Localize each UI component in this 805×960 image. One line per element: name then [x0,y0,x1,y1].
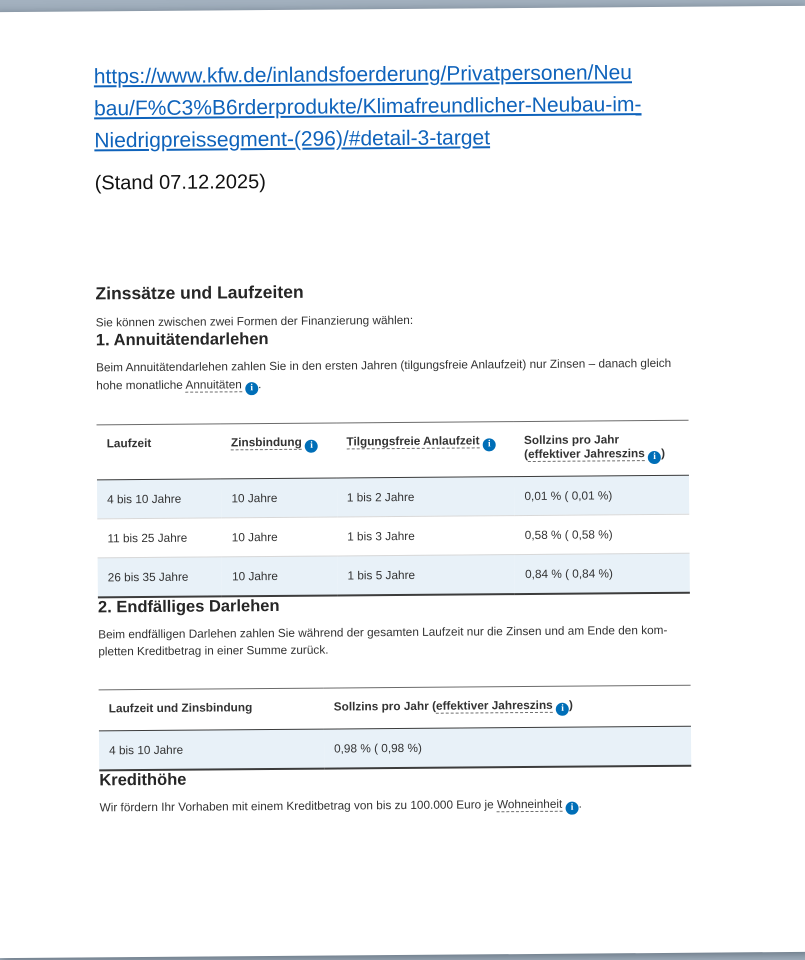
credit-description-period: . [578,796,582,811]
cell-anlaufzeit: 1 bis 3 Jahre [337,516,515,556]
table-header-row [97,420,689,480]
col-header-laufzeit [97,424,222,480]
document-page [0,6,805,958]
cell-sollzins: 0,58 % ( 0,58 %) [515,514,690,554]
cell-laufzeit: 4 bis 10 Jahre [109,742,184,758]
endfaellig-description: Beim endfälligen Darlehen zahlen Sie während der gesamten Laufzeit nur die Zinsen und am Ende den kompletten Kreditbetrag in einer Summe zurück. [98,622,668,659]
heading-endfaelliges-darlehen: 2. Endfälliges Darlehen [97,596,280,617]
cell-zinsbindung: 10 Jahre [222,517,338,557]
table-header-row [99,685,691,731]
cell-laufzeit: 11 bis 25 Jahre [97,518,222,558]
cell-sollzins: 0,98 % ( 0,98 %) [333,740,422,756]
col-header-sollzins [514,420,689,476]
cell-anlaufzeit: 1 bis 5 Jahre [337,555,515,596]
glossary-link-zinsbindung[interactable]: Zinsbindung [230,434,302,450]
col-header-sollzins-prefix: Sollzins pro Jahr ( [523,432,620,461]
col-header-sollzins-suffix: ) [568,697,573,712]
col-header-sollzins-prefix: Sollzins pro Jahr ( [333,698,437,714]
table-row [97,475,689,519]
info-icon[interactable]: i [483,438,496,451]
cell-zinsbindung: 10 Jahre [222,556,338,596]
endfaellig-rate-table [99,685,692,772]
source-url-link[interactable] [94,57,700,158]
glossary-link-anlaufzeit[interactable]: Tilgungsfreie Anlaufzeit [346,433,480,449]
cell-laufzeit: 26 bis 35 Jahre [98,557,223,597]
cell-anlaufzeit: 1 bis 2 Jahre [346,489,415,505]
table-row [97,514,689,558]
annuity-description-text: Beim Annuitätendarlehen zahlen Sie in den ersten Jahren (tilgungsfreie Anlaufzeit) nur Zinsen – danach gleich hohe monatliche [96,356,672,393]
date-note: (Stand 07.12.2025) [94,171,266,195]
col-header-laufzeit-zinsbindung [99,688,324,731]
source-url-line: Niedrigpreissegment-(296)/#detail-3-target [94,126,491,153]
annuity-description-period: . [258,377,262,392]
source-url-line: https://www.kfw.de/inlandsfoerderung/Privatpersonen/Neu [93,61,633,89]
table-row [98,553,690,597]
glossary-link-jahreszins[interactable]: effektiver Jahreszins [528,446,645,461]
table-row [99,726,691,770]
col-header-anlaufzeit [336,422,514,478]
rates-intro-text: Sie können zwischen zwei Formen der Finanzierung wählen: [95,312,414,330]
heading-kredithoehe: Kredithöhe [99,770,187,790]
glossary-link-jahreszins[interactable]: effektiver Jahreszins [435,697,553,713]
source-url-line: bau/F%C3%B6rderprodukte/Klimafreundlicher-Neubau-im- [93,93,642,121]
info-icon[interactable]: i [566,801,579,814]
info-icon[interactable]: i [648,451,661,464]
annuity-description [96,355,688,396]
annuity-rate-table [97,420,690,599]
cell-sollzins: 0,01 % ( 0,01 %) [524,488,613,503]
heading-annuitaetendarlehen: 1. Annuitätendarlehen [95,330,269,350]
credit-description-text: Wir fördern Ihr Vorhaben mit einem Kreditbetrag von bis zu 100.000 Euro je [99,797,497,815]
col-header-sollzins-suffix: ) [661,445,666,460]
col-header-laufzeit-zinsbindung-label: Laufzeit und Zinsbindung [108,700,253,716]
cell-zinsbindung: 10 Jahre [231,490,278,506]
info-icon[interactable]: i [305,440,318,453]
section-title-zinssaetze: Zinssätze und Laufzeiten [95,281,304,304]
col-header-laufzeit-label: Laufzeit [106,435,152,451]
glossary-link-wohneinheit[interactable]: Wohneinheit [496,796,563,812]
page-content [0,6,805,819]
col-header-zinsbindung [221,423,337,479]
info-icon[interactable]: i [245,382,258,395]
col-header-sollzins [324,685,691,729]
info-icon[interactable]: i [556,703,569,716]
cell-sollzins: 0,84 % ( 0,84 %) [515,553,690,594]
glossary-link-annuitaeten[interactable]: Annuitäten [185,377,242,392]
cell-laufzeit: 4 bis 10 Jahre [107,491,182,507]
credit-description [99,795,691,819]
